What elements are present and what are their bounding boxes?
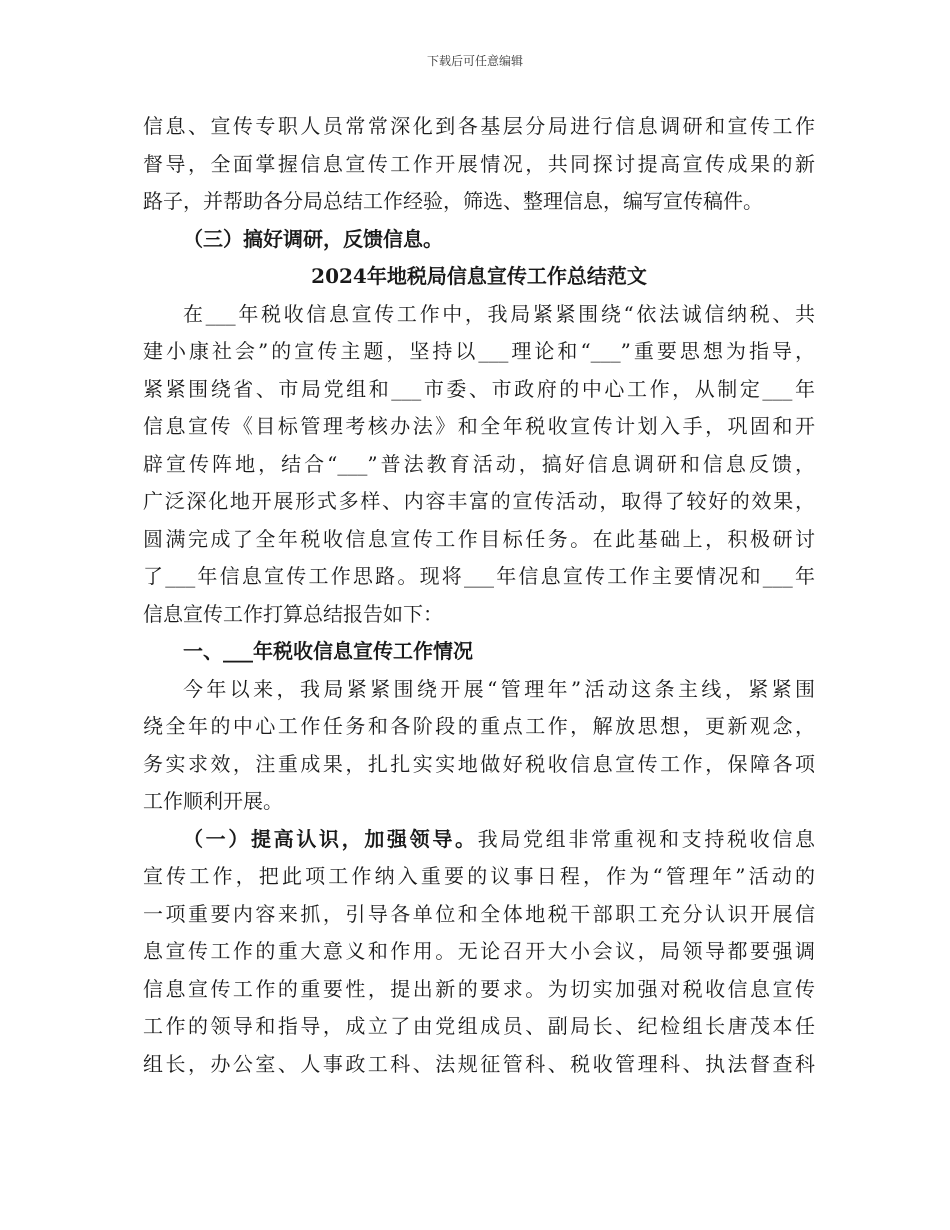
body-line: 信息宣传工作打算总结报告如下： [143,601,443,626]
document-title: 2024年地税局信息宣传工作总结范文 [311,264,647,288]
body-line: 务实求效，注重成果，扎扎实实地做好税收信息宣传工作，保障各项 [143,751,815,776]
section-heading-1: 一、___年税收信息宣传工作情况 [183,639,473,663]
body-line [143,821,815,859]
body-line: 路子，并帮助各分局总结工作经验，筛选、整理信息，编写宣传稿件。 [143,189,763,213]
subsection-heading-1: （一）提高认识，加强领导。 [183,826,478,851]
body-line: 一项重要内容来抓，引导各单位和全体地税干部职工充分认识开展信 [143,901,815,926]
body-line: 紧紧围绕省、市局党组和___市委、市政府的中心工作，从制定___年 [143,376,815,401]
body-line: 绕全年的中心工作任务和各阶段的重点工作，解放思想，更新观念， [143,714,815,738]
page-header-note: 下载后可任意编辑 [426,54,523,68]
body-line: 信息宣传《目标管理考核办法》和全年税收宣传计划入手，巩固和开 [143,414,815,438]
body-line: 信息宣传工作的重要性，提出新的要求。为切实加强对税收信息宣传 [143,976,815,1001]
body-line-text: 我局党组非常重视和支持税收信息 [477,826,815,851]
body-line: 工作的领导和指导，成立了由党组成员、副局长、纪检组长唐茂本任 [143,1014,815,1038]
body-line: 在___年税收信息宣传工作中，我局紧紧围绕“依法诚信纳税、共 [183,301,815,326]
body-line: 宣传工作，把此项工作纳入重要的议事日程，作为“管理年”活动的 [143,864,815,888]
body-line: 督导，全面掌握信息宣传工作开展情况，共同探讨提高宣传成果的新 [143,151,815,176]
body-line: 组长，办公室、人事政工科、法规征管科、税收管理科、执法督查科 [143,1051,815,1076]
body-line: 圆满完成了全年税收信息宣传工作目标任务。在此基础上，积极研讨 [143,526,815,551]
body-line: 建小康社会”的宣传主题，坚持以___理论和“___”重要思想为指导， [143,339,815,363]
body-line: 工作顺利开展。 [143,789,283,813]
body-line: 息宣传工作的重大意义和作用。无论召开大小会议，局领导都要强调 [143,939,815,963]
body-line: 了___年信息宣传工作思路。现将___年信息宣传工作主要情况和___年 [143,564,815,588]
body-line: 广泛深化地开展形式多样、内容丰富的宣传活动，取得了较好的效果， [143,489,815,513]
body-line: 信息、宣传专职人员常常深化到各基层分局进行信息调研和宣传工作 [143,114,815,138]
body-line: 今年以来，我局紧紧围绕开展“管理年”活动这条主线，紧紧围 [183,676,815,701]
section-heading-3: （三）搞好调研，反馈信息。 [183,226,443,251]
body-line: 辟宣传阵地，结合“___”普法教育活动，搞好信息调研和信息反馈， [143,451,815,476]
document-body [143,108,815,1083]
